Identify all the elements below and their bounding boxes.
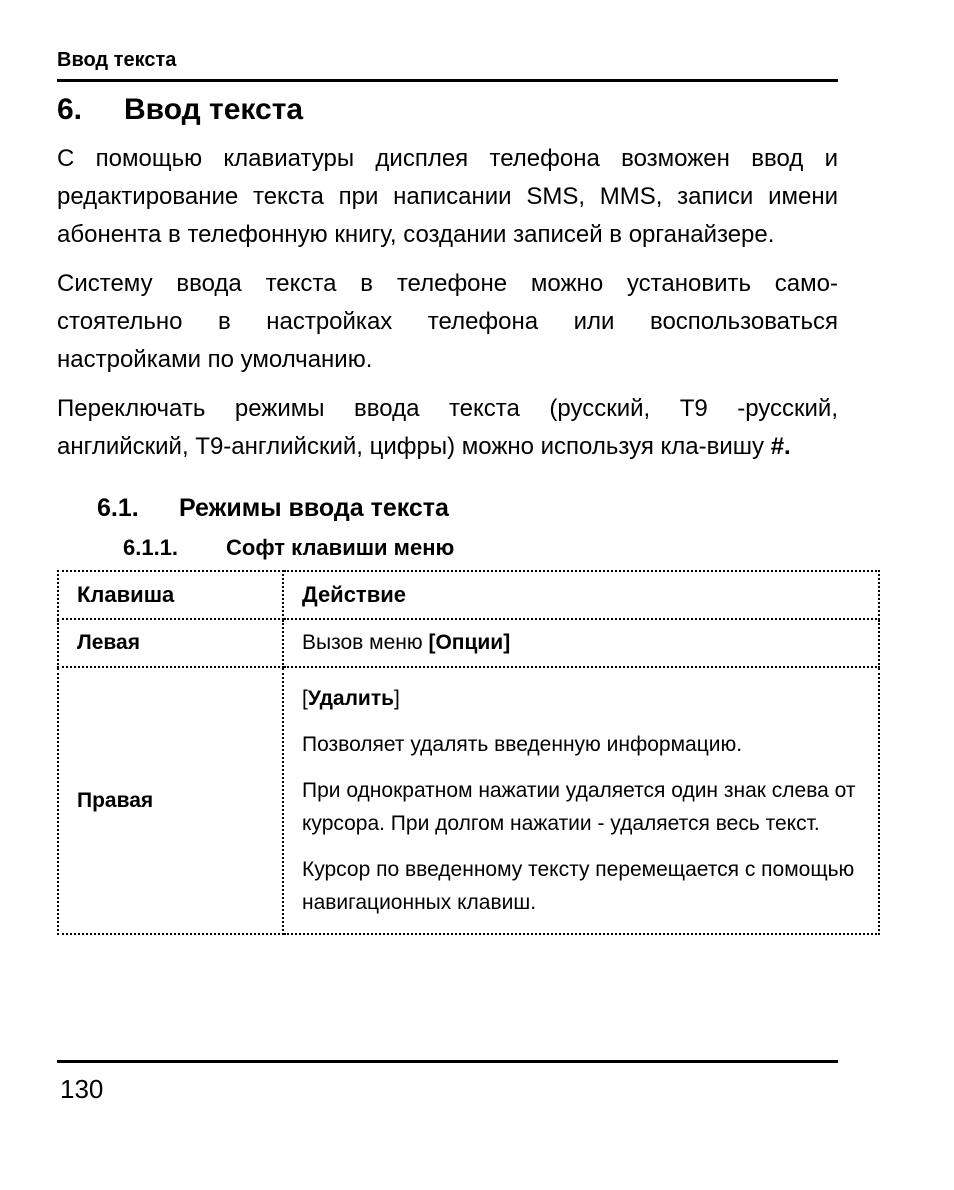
footer-divider-rule — [57, 1060, 838, 1063]
section-title-text: Режимы ввода текста — [179, 494, 449, 522]
section-number: 6.1. — [97, 494, 139, 522]
table-header-key: Клавиша — [58, 571, 283, 619]
intro-paragraph-3-text: Переключать режимы ввода текста (русский, T9 -русский, английский, T9-английский, цифры) можно используя кла-вишу — [57, 395, 838, 460]
subsection-title-text: Софт клавиши меню — [226, 535, 455, 560]
hash-key-label: #. — [770, 433, 791, 460]
chapter-title-text: Ввод текста — [124, 93, 304, 126]
chapter-heading — [57, 92, 838, 128]
table-cell-key-right: Правая — [58, 667, 283, 934]
table-row — [58, 667, 879, 934]
table-header-action: Действие — [283, 571, 879, 619]
table-cell-action-left — [283, 619, 879, 667]
delete-label-line — [302, 682, 878, 715]
bracket-open: [ — [302, 687, 308, 710]
table-header-row — [58, 571, 879, 619]
delete-label: Удалить — [307, 687, 395, 710]
section-heading-6-1 — [57, 492, 838, 524]
page-content — [57, 92, 856, 935]
action-left-prefix: Вызов меню — [302, 631, 429, 654]
table-cell-key-left: Левая — [58, 619, 283, 667]
action-right-paragraph-1: Позволяет удалять введенную информацию. — [302, 733, 743, 756]
intro-paragraph-1: С помощью клавиатуры дисплея телефона возможен ввод и редактирование текста при написании SMS, MMS, записи имени абонента в телефонную книгу, создании записей в органайзере. — [57, 145, 838, 248]
subsection-heading-6-1-1 — [57, 534, 838, 562]
action-right-paragraph-3: Курсор по введенному тексту перемещается с помощью навигационных клавиш. — [302, 858, 855, 914]
action-right-paragraph-2: При однократном нажатии удаляется один знак слева от курсора. При долгом нажатии - удаляется весь текст. — [302, 779, 856, 835]
page-number: 130 — [60, 1074, 104, 1104]
chapter-number: 6. — [57, 93, 83, 126]
running-header: Ввод текста — [57, 49, 177, 71]
bracket-close: ] — [394, 687, 400, 710]
table-cell-action-right — [283, 667, 879, 934]
intro-paragraph-2: Систему ввода текста в телефоне можно установить само-стоятельно в настройках телефона или воспользоваться настройками по умолчанию. — [57, 270, 838, 373]
subsection-number: 6.1.1. — [123, 535, 179, 560]
soft-keys-table — [57, 570, 880, 935]
intro-paragraph-3 — [57, 390, 838, 466]
table-row — [58, 619, 879, 667]
options-label: [Опции] — [428, 631, 511, 654]
header-divider-rule — [57, 79, 838, 82]
